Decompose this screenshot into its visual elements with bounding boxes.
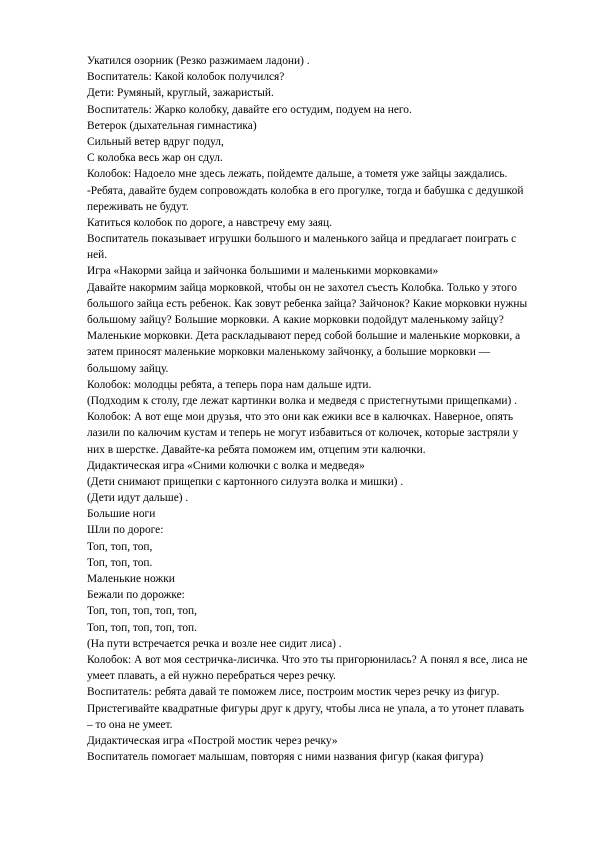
text-line: Топ, топ, топ. bbox=[87, 556, 153, 569]
text-line: Пристегивайте квадратные фигуры друг к другу, чтобы лиса не упала, а то утонет плавать bbox=[87, 702, 525, 715]
text-line: Ветерок (дыхательная гимнастика) bbox=[87, 119, 257, 132]
text-line: (Дети идут дальше) . bbox=[87, 492, 189, 505]
text-line: Большие ноги bbox=[87, 508, 156, 521]
text-line: Колобок: Надоело мне здесь лежать, пойдемте дальше, а тометя уже зайцы заждались. bbox=[87, 168, 508, 181]
text-line: большому зайцу? Большие морковки. А какие морковки подойдут маленькому зайцу? bbox=[87, 314, 504, 326]
text-line: (Подходим к столу, где лежат картинки волка и медведя с пристегнутыми прищепками) . bbox=[87, 394, 517, 407]
text-line: – то она не умеет. bbox=[87, 718, 173, 731]
text-line: Топ, топ, топ, bbox=[87, 540, 153, 553]
text-line: Дидактическая игра «Построй мостик через речку» bbox=[87, 734, 338, 747]
text-line: Сильный ветер вдруг подул, bbox=[87, 135, 224, 148]
text-line: Воспитатель: Какой колобок получился? bbox=[87, 71, 285, 84]
text-line: большому зайцу. bbox=[87, 362, 169, 375]
text-line: Колобок: А вот моя сестричка-лисичка. Что это ты пригорюнилась? А понял я все, лиса не bbox=[87, 653, 528, 666]
text-line: Воспитатель: Жарко колобку, давайте его остудим, подуем на него. bbox=[87, 103, 412, 116]
text-line: Колобок: А вот еще мои друзья, что это они как ежики все в калючках. Наверное, опять bbox=[87, 411, 514, 424]
document-text bbox=[87, 53, 557, 765]
text-line: Игра «Накорми зайца и зайчонка большими и маленькими морковками» bbox=[87, 265, 439, 278]
text-line: Воспитатель помогает малышам, повторяя с ними названия фигур (какая фигура) bbox=[87, 751, 484, 764]
text-line: умеет плавать, а ей нужно перебраться через речку. bbox=[87, 670, 336, 683]
text-line: Воспитатель показывает игрушки большого и маленького зайца и предлагает поиграть с bbox=[87, 233, 517, 246]
text-line: Шли по дороге: bbox=[87, 524, 164, 537]
text-line: С колобка весь жар он сдул. bbox=[87, 152, 223, 165]
text-line: них в шерстке. Давайте-ка ребята поможем им, отцепим эти калючки. bbox=[87, 443, 426, 456]
text-line: большого зайца есть ребенок. Как зовут ребенка зайца? Зайчонок? Какие морковки нужны bbox=[87, 297, 528, 310]
text-line: Колобок: молодцы ребята, а теперь пора нам дальше идти. bbox=[87, 378, 372, 391]
text-line: Маленькие морковки. Дета раскладывают перед собой большие и маленькие морковки, а bbox=[87, 330, 521, 343]
text-line: затем приносят маленькие морковки маленькому зайчонку, а большие морковки — bbox=[87, 346, 491, 359]
text-line: Воспитатель: ребята давай те поможем лисе, построим мостик через речку из фигур. bbox=[87, 686, 500, 699]
text-line: Дидактическая игра «Сними колючки с волка и медведя» bbox=[87, 459, 365, 472]
text-line: Укатился озорник (Резко разжимаем ладони) . bbox=[87, 55, 310, 67]
text-line: ней. bbox=[87, 249, 108, 262]
text-line: (Дети снимают прищепки с картонного силуэта волка и мишки) . bbox=[87, 475, 404, 488]
text-line: Катиться колобок по дороге, а навстречу ему заяц. bbox=[87, 216, 332, 229]
text-line: -Ребята, давайте будем сопровождать колобка в его прогулке, тогда и бабушка с дедушкой bbox=[87, 184, 524, 197]
text-line: Дети: Румяный, круглый, зажаристый. bbox=[87, 87, 274, 100]
text-line: Давайте накормим зайца морковкой, чтобы он не захотел съесть Колобка. Только у этого bbox=[87, 281, 517, 294]
text-line: Бежали по дорожке: bbox=[87, 589, 185, 602]
text-line: лазили по калючим кустам и теперь не могут избавиться от колючек, которые застряли у bbox=[87, 427, 519, 440]
text-line: (На пути встречается речка и возле нее сидит лиса) . bbox=[87, 637, 342, 650]
text-line: Топ, топ, топ, топ, топ, bbox=[87, 605, 197, 618]
text-line: Маленькие ножки bbox=[87, 573, 175, 585]
text-line: Топ, топ, топ, топ, топ. bbox=[87, 621, 197, 634]
text-line: переживать не будут. bbox=[87, 200, 189, 213]
